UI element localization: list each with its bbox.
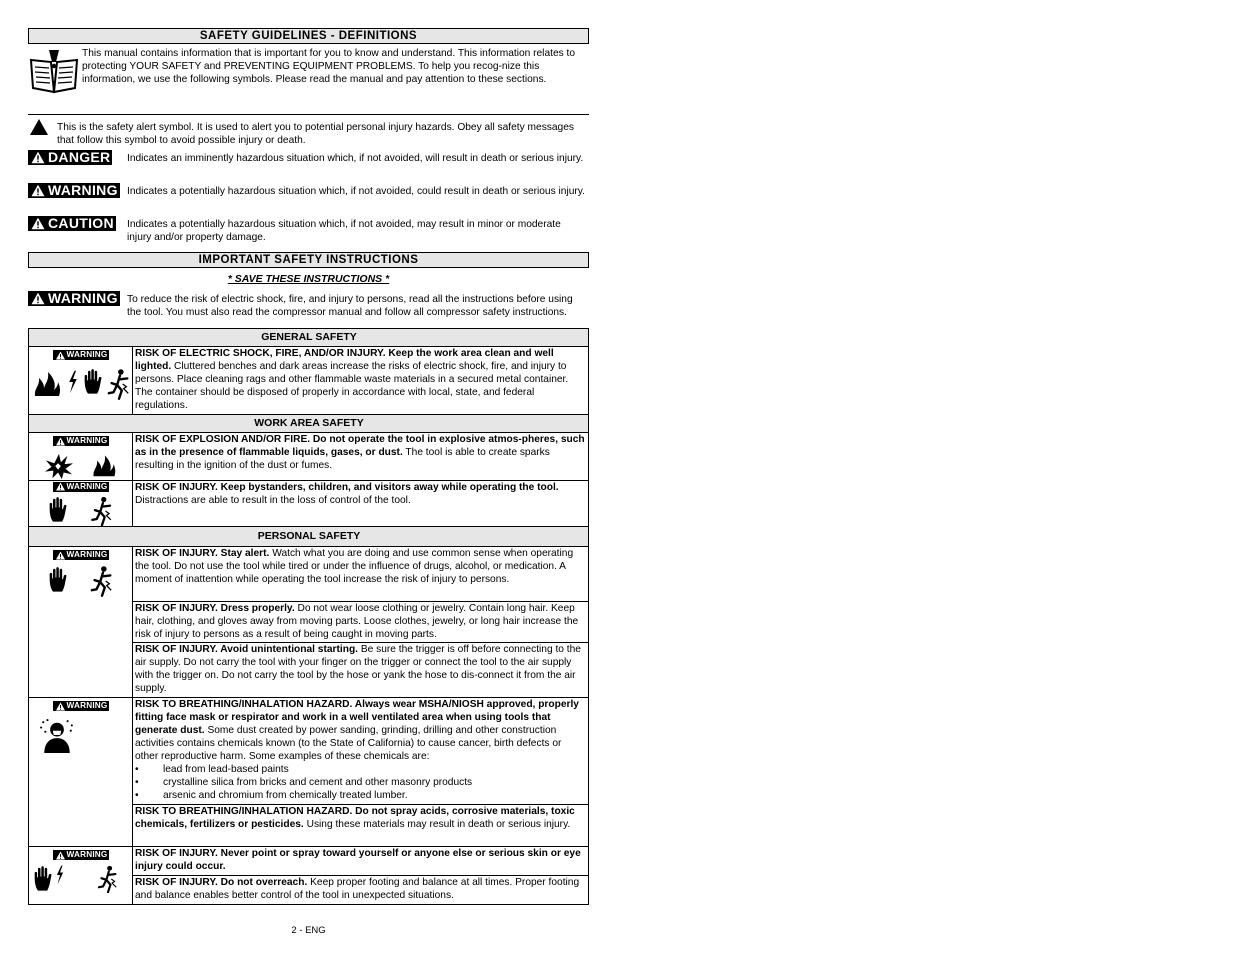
warning-badge-label: WARNING — [66, 350, 108, 359]
definitions-column — [28, 28, 589, 336]
alert-symbol-row — [28, 115, 589, 150]
hand-stop-icon — [83, 368, 103, 396]
point-spray-text — [133, 847, 589, 876]
instructions-warning-text: To reduce the risk of electric shock, fire, and injury to persons, read all the instructions before using the tool. You must also read the compressor manual and follow all compressor safety instructions. — [127, 294, 573, 318]
risk-heading: RISK OF ELECTRIC SHOCK, FIRE, AND/OR INJURY. Keep the work area clean and well lighted. — [135, 348, 554, 372]
caution-word: CAUTION — [48, 215, 114, 231]
risk-heading: RISK OF INJURY. Never point or spray toward yourself or anyone else or serious skin or eye injury could occur. — [135, 848, 581, 872]
chemical-list — [135, 763, 587, 802]
injury-person-icon — [90, 565, 114, 597]
warning-badge — [53, 482, 110, 492]
warning-badge-label: WARNING — [66, 701, 108, 710]
risk-heading: RISK OF INJURY. Avoid unintentional starting. — [135, 644, 358, 655]
alert-triangle-icon — [30, 151, 46, 164]
respirator-mask-icon — [39, 718, 75, 754]
alert-triangle-icon — [30, 184, 46, 197]
icon-cell — [29, 480, 133, 527]
warning-badge — [53, 350, 110, 360]
risk-text: Do not wear loose clothing or jewelry. Contain long hair. Keep hair, clothing, and gloves away from moving parts. Loose clothes, jewelry, or long hair increase the risk of injury to persons as a result of being caught in moving parts. — [135, 603, 579, 640]
risk-heading: RISK OF INJURY. Do not overreach. — [135, 877, 308, 888]
warning-text: Indicates a potentially hazardous situation which, if not avoided, could result in death or serious injury. — [127, 186, 585, 197]
unintentional-starting-text — [133, 643, 589, 698]
risk-heading: RISK TO BREATHING/INHALATION HAZARD. Do not spray acids, corrosive materials, toxic chemicals, fertilizers or pesticides. — [135, 806, 575, 830]
caution-text: Indicates a potentially hazardous situation which, if not avoided, may result in minor or moderate injury and/or property damage. — [127, 219, 561, 243]
icon-cell — [29, 347, 133, 415]
general-safety-text — [133, 347, 589, 415]
risk-heading: RISK OF INJURY. Dress properly. — [135, 603, 295, 614]
explosion-icon — [43, 452, 75, 480]
fire-icon — [89, 452, 119, 478]
alert-triangle-icon — [55, 702, 66, 711]
alert-triangle-icon — [30, 217, 46, 230]
risk-text: The tool is able to create sparks resulting in the ignition of the dust or fumes. — [135, 447, 550, 471]
intro-block — [28, 44, 589, 115]
electric-shock-icon — [67, 368, 79, 396]
dress-properly-text — [133, 602, 589, 643]
warning-badge-label: WARNING — [66, 550, 108, 559]
risk-heading: RISK OF INJURY. Keep bystanders, children, and visitors away while operating the tool. — [135, 481, 559, 493]
instructions-warning-signal — [28, 291, 120, 306]
table-row — [29, 347, 589, 415]
table-row — [29, 847, 589, 876]
caution-row — [28, 216, 589, 252]
warning-badge — [53, 436, 110, 446]
hand-stop-icon — [48, 496, 68, 524]
danger-word: DANGER — [48, 149, 111, 165]
intro-text: This manual contains information that is important for you to know and understand. This information relates to protecting YOUR SAFETY and PREVENTING EQUIPMENT PROBLEMS. To help you recog-nize this information, we use the following symbols. Please read the manual and pay attention to these sections. — [82, 48, 576, 85]
warning-badge-label: WARNING — [66, 481, 108, 491]
alert-triangle-icon — [55, 551, 66, 560]
explosion-risk-text — [133, 433, 589, 481]
risk-text: Using these materials may result in death or serious injury. — [303, 819, 571, 830]
warning-badge — [53, 701, 110, 711]
table-row — [29, 547, 589, 602]
risk-text: Keep proper footing and balance at all times. Proper footing and balance enables better control of the tool in unexpected situations. — [135, 877, 580, 901]
warning-word: WARNING — [48, 182, 118, 198]
warning-badge-label: WARNING — [66, 850, 108, 859]
alert-symbol-text: This is the safety alert symbol. It is used to alert you to potential personal injury hazards. Obey all safety messages that follow this symbol to avoid possible injury or death. — [57, 122, 574, 146]
icon-cell — [29, 698, 133, 847]
warning-badge — [53, 850, 110, 860]
bystander-risk-text — [133, 480, 589, 527]
danger-row — [28, 150, 589, 183]
personal-safety-title: PERSONAL SAFETY — [29, 527, 589, 547]
definitions-title: SAFETY GUIDELINES - DEFINITIONS — [28, 28, 589, 44]
hand-stop-icon — [33, 865, 53, 893]
icon-cell — [29, 847, 133, 905]
alert-triangle-icon — [55, 851, 66, 860]
injury-person-icon — [107, 368, 131, 400]
risk-text: Watch what you are doing and use common sense when operating the tool. Do not use the tool while tired or under the influence of drugs, alcohol, or medication. A moment of inattention while operating the tool increase the risk of injury to persons. — [135, 548, 574, 585]
risk-heading: RISK OF INJURY. Stay alert. — [135, 548, 270, 559]
table-row — [29, 698, 589, 805]
icon-cell — [29, 547, 133, 698]
alert-triangle-icon — [30, 292, 46, 305]
risk-text: Be sure the trigger is off before connecting to the air supply. Do not carry the tool with your finger on the trigger or connect the tool to the air supply with the trigger on. Do not carry the tool by the hose or yank the hose to dis-connect it from the air supply. — [135, 644, 581, 694]
safety-table — [28, 328, 589, 905]
list-item: • crystalline silica from bricks and cement and other masonry products — [135, 776, 587, 789]
risk-heading: RISK TO BREATHING/INHALATION HAZARD. Always wear MSHA/NIOSH approved, properly fitting face mask or respirator and work in a well ventilated area when using tools that generate dust. — [135, 699, 579, 736]
manual-book-icon — [29, 48, 79, 96]
fire-icon — [31, 368, 63, 398]
warning-badge-label: WARNING — [66, 436, 108, 445]
alert-triangle-icon — [55, 437, 66, 446]
icon-cell — [29, 433, 133, 481]
alert-triangle-icon — [55, 351, 66, 360]
alert-triangle-icon — [55, 482, 66, 491]
danger-text: Indicates an imminently hazardous situation which, if not avoided, will result in death or serious injury. — [127, 153, 584, 164]
danger-signal — [28, 150, 112, 165]
caution-signal — [28, 216, 116, 231]
overreach-text — [133, 876, 589, 905]
table-row — [29, 480, 589, 527]
list-item: • arsenic and chromium from chemically treated lumber. — [135, 789, 587, 802]
hand-stop-icon — [48, 565, 68, 595]
risk-heading: RISK OF EXPLOSION AND/OR FIRE. Do not operate the tool in explosive atmos-pheres, such as in the presence of flammable liquids, gases, or dust. — [135, 434, 585, 458]
instructions-title: IMPORTANT SAFETY INSTRUCTIONS — [28, 252, 589, 268]
risk-text: Cluttered benches and dark areas increase the risks of electric shock, fire, and injury to persons. Place cleaning rags and other flammable waste materials in a secured metal container. The container should be disposed of properly in accordance with local, state, and federal regulations. — [135, 361, 569, 411]
general-safety-title: GENERAL SAFETY — [29, 329, 589, 347]
warning-badge — [53, 550, 110, 560]
injury-person-icon — [90, 496, 114, 526]
table-row — [29, 433, 589, 481]
warning-signal — [28, 183, 120, 198]
risk-text: Distractions are able to result in the loss of control of the tool. — [135, 494, 411, 506]
work-area-safety-title: WORK AREA SAFETY — [29, 415, 589, 433]
risk-text: Some dust created by power sanding, grinding, drilling and other construction activities contains chemicals known (to the State of California) to cause cancer, birth defects or other reproductive harm. Some examples of these chemicals are: — [135, 725, 562, 762]
injury-person-icon — [93, 865, 123, 893]
save-instructions: * SAVE THESE INSTRUCTIONS * — [227, 273, 390, 285]
list-item: • lead from lead-based paints — [135, 763, 587, 776]
spray-icon — [55, 865, 65, 885]
stay-alert-text — [133, 547, 589, 602]
inhalation-hazard-text — [133, 698, 589, 805]
warning-row — [28, 183, 589, 216]
instructions-warning-word: WARNING — [48, 290, 118, 306]
chemical-spray-text — [133, 805, 589, 847]
page-number: 2 - ENG — [291, 925, 326, 936]
safety-alert-icon — [29, 118, 49, 136]
